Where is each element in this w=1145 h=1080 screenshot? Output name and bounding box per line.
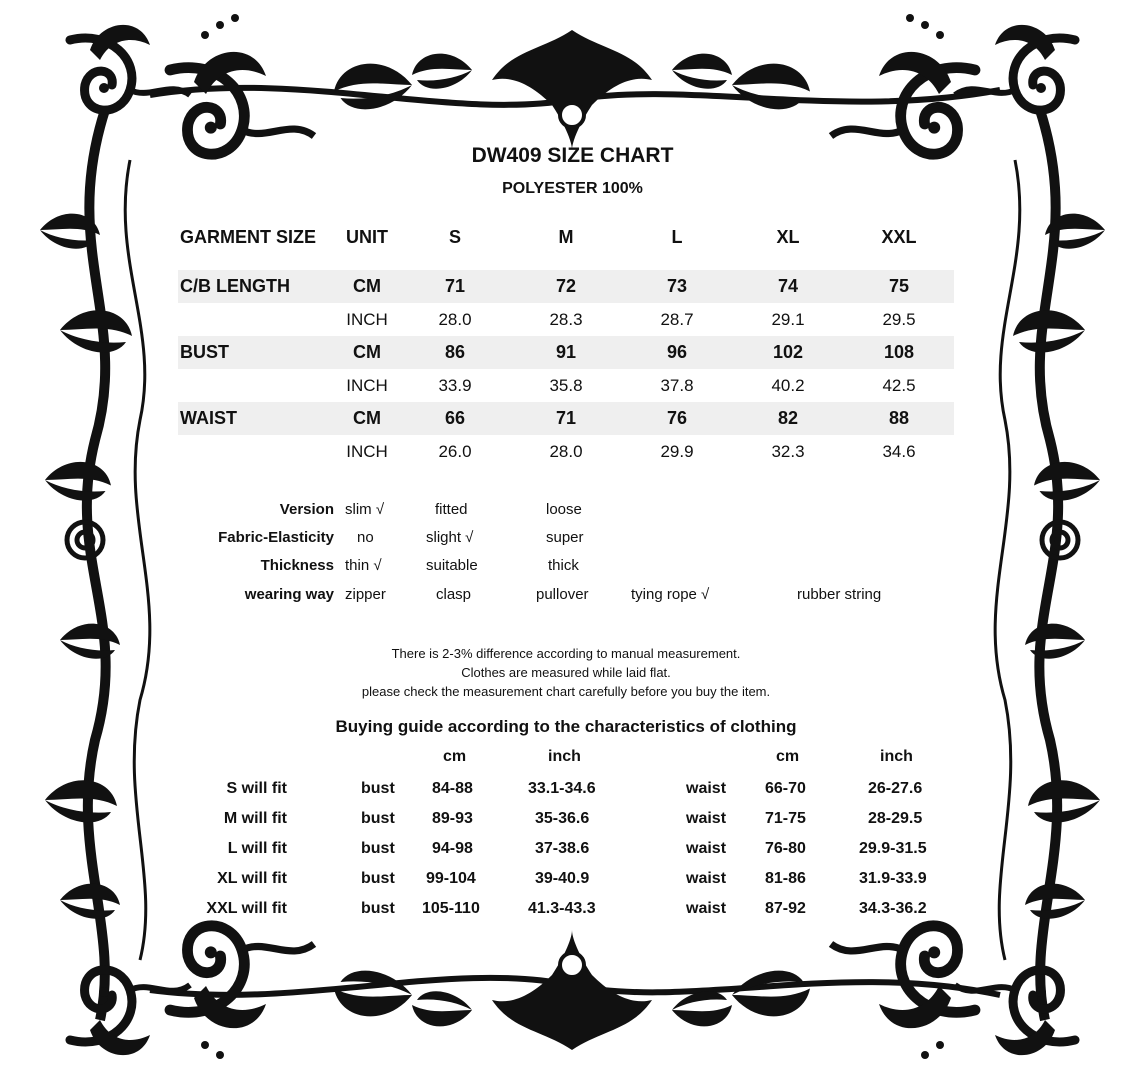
- cell-m: 71: [555, 408, 577, 428]
- row-unit: INCH: [346, 376, 388, 395]
- guide-row: [0, 777, 1145, 801]
- char-option: rubber string: [797, 586, 882, 603]
- guide-waist-label: waist: [686, 840, 727, 857]
- row-unit: CM: [353, 342, 381, 362]
- guide-waist-label: waist: [686, 810, 727, 827]
- char-option: fitted: [435, 501, 468, 518]
- guide-waist-label: waist: [686, 870, 727, 887]
- row-unit: CM: [353, 276, 381, 296]
- cell-xl: 82: [777, 408, 799, 428]
- cell-s: 86: [444, 342, 466, 362]
- guide-bust-cm: 105-110: [422, 900, 480, 917]
- cell-s: 66: [444, 408, 466, 428]
- cell-xxl: 75: [888, 276, 910, 296]
- guide-header-inch: inch: [548, 748, 581, 765]
- guide-row: [0, 867, 1145, 891]
- cell-xl: 74: [777, 276, 799, 296]
- guide-waist-inch: 34.3-36.2: [859, 900, 927, 917]
- guide-row: [0, 897, 1145, 921]
- guide-waist-cm: 76-80: [765, 840, 806, 857]
- guide-header-inch-waist: inch: [880, 748, 913, 765]
- char-option: pullover: [536, 586, 589, 603]
- guide-bust-cm: 84-88: [432, 780, 473, 797]
- table-row: [178, 402, 954, 435]
- char-row-version: [0, 499, 1145, 521]
- table-row: [178, 270, 954, 303]
- char-option: thin √: [345, 557, 382, 574]
- cell-m: 35.8: [549, 376, 583, 395]
- guide-waist-inch: 28-29.5: [868, 810, 923, 827]
- cell-l: 96: [666, 342, 688, 362]
- guide-bust-inch: 33.1-34.6: [528, 780, 596, 797]
- char-row-wearing-way: [0, 584, 1145, 606]
- char-option: thick: [548, 557, 579, 574]
- table-row: [178, 435, 954, 468]
- row-label: C/B LENGTH: [180, 276, 290, 296]
- char-option: loose: [546, 501, 582, 518]
- char-label: Fabric-Elasticity: [218, 529, 334, 546]
- char-option: super: [546, 529, 584, 546]
- cell-m: 28.3: [549, 310, 583, 329]
- header-size-m: M: [558, 227, 574, 247]
- char-label: Version: [279, 501, 334, 518]
- cell-s: 33.9: [438, 376, 472, 395]
- guide-bust-label: bust: [361, 810, 395, 827]
- guide-waist-inch: 29.9-31.5: [859, 840, 927, 857]
- cell-l: 29.9: [660, 442, 694, 461]
- guide-size: XXL will fit: [206, 900, 287, 917]
- guide-bust-inch: 37-38.6: [535, 840, 590, 857]
- guide-bust-inch: 41.3-43.3: [528, 900, 596, 917]
- char-row-elasticity: [0, 527, 1145, 549]
- char-label: wearing way: [244, 586, 334, 603]
- guide-bust-cm: 94-98: [432, 840, 473, 857]
- cell-xxl: 88: [888, 408, 910, 428]
- material-label: POLYESTER 100%: [502, 180, 643, 197]
- guide-bust-label: bust: [361, 870, 395, 887]
- cell-l: 73: [666, 276, 688, 296]
- cell-xl: 29.1: [771, 310, 805, 329]
- cell-s: 71: [444, 276, 466, 296]
- guide-header-cm-waist: cm: [776, 748, 800, 765]
- guide-bust-inch: 39-40.9: [535, 870, 590, 887]
- guide-bust-label: bust: [361, 840, 395, 857]
- cell-l: 28.7: [660, 310, 694, 329]
- row-label: BUST: [180, 342, 229, 362]
- cell-s: 28.0: [438, 310, 472, 329]
- guide-waist-label: waist: [686, 900, 727, 917]
- cell-xxl: 34.6: [882, 442, 916, 461]
- header-size-xxl: XXL: [881, 227, 917, 247]
- size-table-header: [178, 221, 954, 254]
- chart-title: DW409 SIZE CHART: [471, 144, 674, 167]
- guide-bust-cm: 89-93: [432, 810, 473, 827]
- cell-l: 76: [666, 408, 688, 428]
- char-option: suitable: [426, 557, 478, 574]
- row-unit: CM: [353, 408, 381, 428]
- row-unit: INCH: [346, 442, 388, 461]
- guide-size: S will fit: [226, 780, 287, 797]
- note-line: There is 2-3% difference according to manual measurement.: [391, 646, 741, 661]
- guide-waist-cm: 81-86: [765, 870, 806, 887]
- table-row: [178, 336, 954, 369]
- guide-size: XL will fit: [217, 870, 287, 887]
- header-size-xl: XL: [776, 227, 800, 247]
- header-garment-size: GARMENT SIZE: [180, 227, 317, 247]
- cell-xl: 102: [772, 342, 804, 362]
- guide-bust-label: bust: [361, 900, 395, 917]
- guide-waist-cm: 71-75: [765, 810, 806, 827]
- guide-waist-label: waist: [686, 780, 727, 797]
- guide-bust-cm: 99-104: [426, 870, 476, 887]
- guide-row: [0, 837, 1145, 861]
- cell-xxl: 29.5: [882, 310, 916, 329]
- table-row: [178, 369, 954, 402]
- header-size-s: S: [448, 227, 461, 247]
- guide-size: L will fit: [227, 840, 287, 857]
- char-option: slight √: [426, 529, 474, 546]
- guide-waist-cm: 66-70: [765, 780, 806, 797]
- cell-xxl: 108: [883, 342, 915, 362]
- header-unit: UNIT: [346, 227, 388, 247]
- guide-bust-inch: 35-36.6: [535, 810, 590, 827]
- char-option: no: [357, 529, 374, 546]
- table-row: [178, 303, 954, 336]
- guide-waist-inch: 31.9-33.9: [859, 870, 927, 887]
- cell-m: 91: [555, 342, 577, 362]
- char-option: tying rope √: [631, 586, 710, 603]
- cell-xl: 40.2: [771, 376, 805, 395]
- char-option: clasp: [436, 586, 472, 603]
- guide-waist-inch: 26-27.6: [868, 780, 923, 797]
- cell-s: 26.0: [438, 442, 472, 461]
- note-line: Clothes are measured while laid flat.: [461, 665, 671, 680]
- char-option: slim √: [345, 501, 385, 518]
- guide-header-cm: cm: [443, 748, 467, 765]
- row-unit: INCH: [346, 310, 388, 329]
- note-line: please check the measurement chart carefully before you buy the item.: [361, 684, 771, 699]
- cell-m: 28.0: [549, 442, 583, 461]
- cell-xxl: 42.5: [882, 376, 916, 395]
- cell-l: 37.8: [660, 376, 694, 395]
- cell-m: 72: [555, 276, 577, 296]
- guide-size: M will fit: [223, 810, 287, 827]
- guide-row: [0, 807, 1145, 831]
- header-size-l: L: [671, 227, 683, 247]
- guide-waist-cm: 87-92: [765, 900, 806, 917]
- row-label: WAIST: [180, 408, 237, 428]
- guide-bust-label: bust: [361, 780, 395, 797]
- buying-guide-title: Buying guide according to the characteristics of clothing: [335, 717, 797, 736]
- char-row-thickness: [0, 555, 1145, 577]
- char-option: zipper: [345, 586, 386, 603]
- char-label: Thickness: [260, 557, 334, 574]
- cell-xl: 32.3: [771, 442, 805, 461]
